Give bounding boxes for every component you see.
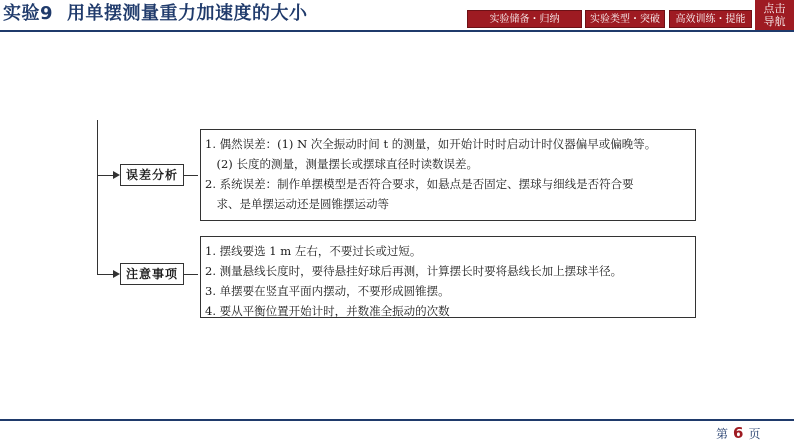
content-line: 2. 测量悬线长度时，要待悬挂好球后再测，计算摆长时要将悬线长加上摆球半径。: [205, 264, 623, 278]
nav-button-preparation[interactable]: 实验储备・归纳: [467, 10, 582, 28]
precautions-label: 注意事项: [120, 263, 184, 285]
guide-label-line2: 导航: [763, 15, 786, 28]
nav-button-training[interactable]: 高效训练・提能: [669, 10, 752, 28]
experiment-number: 实验9: [3, 3, 54, 24]
precautions-content: [200, 236, 696, 318]
connector-line: [184, 274, 198, 275]
content-line: (2) 长度的测量，测量摆长或摆球直径时读数误差。: [205, 157, 478, 171]
content-line: 4. 要从平衡位置开始计时，并数准全振动的次数: [205, 304, 450, 318]
nav-button-types[interactable]: 实验类型・突破: [585, 10, 665, 28]
page-number: 6: [733, 424, 744, 442]
header-divider: [0, 30, 794, 32]
footer-divider: [0, 419, 794, 421]
experiment-title: 用单摆测量重力加速度的大小: [67, 3, 308, 24]
arrow-icon: [113, 171, 120, 179]
guide-label-line1: 点击: [763, 2, 786, 15]
page-title: [3, 3, 308, 25]
content-line: 2. 系统误差：制作单摆模型是否符合要求，如悬点是否固定、摆球与细线是否符合要: [205, 177, 634, 191]
page-prefix: 第: [716, 427, 729, 441]
click-navigation-button[interactable]: [755, 0, 794, 30]
header-bar: [0, 0, 794, 30]
content-line: 1. 偶然误差：(1) N 次全振动时间 t 的测量，如开始计时时启动计时仪器偏早或偏晚等。: [205, 137, 657, 151]
arrow-icon: [113, 270, 120, 278]
page-suffix: 页: [748, 427, 761, 441]
error-analysis-content: [200, 129, 696, 221]
connector-line: [184, 175, 198, 176]
page-indicator: [716, 423, 760, 443]
error-analysis-label: 误差分析: [120, 164, 184, 186]
content-line: 3. 单摆要在竖直平面内摆动，不要形成圆锥摆。: [205, 284, 450, 298]
content-line: 求、是单摆运动还是圆锥摆运动等: [205, 197, 389, 211]
content-line: 1. 摆线要选 1 m 左右，不要过长或过短。: [205, 244, 422, 258]
diagram-trunk-line: [97, 120, 98, 274]
